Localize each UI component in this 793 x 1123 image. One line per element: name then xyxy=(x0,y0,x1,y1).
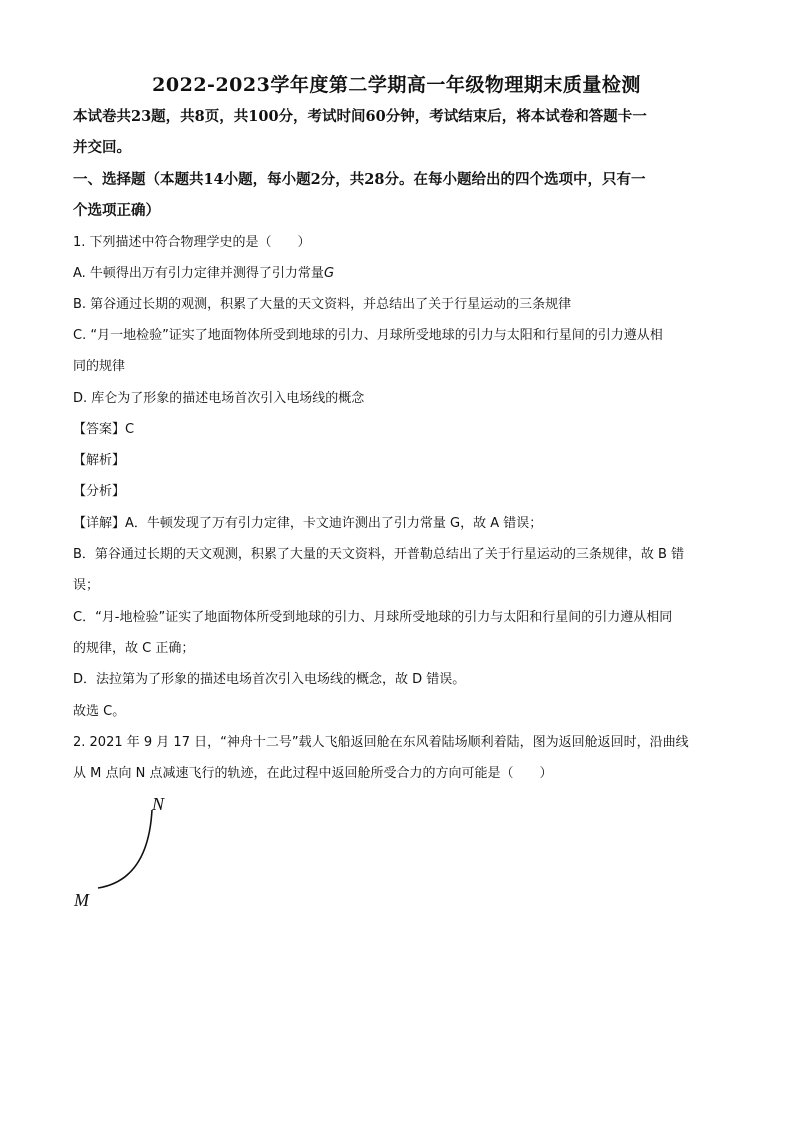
intro-line-2: 并交回。 xyxy=(73,139,131,156)
conclusion: 故选 C。 xyxy=(73,704,126,719)
detail-b-line-1: B．第谷通过长期的天文观测，积累了大量的天文资料，开普勒总结出了关于行星运动的三条规律，故 B 错 xyxy=(73,547,685,562)
detail-c-line-2: 的规律，故 C 正确； xyxy=(73,641,195,656)
section-heading-line-2: 个选项正确） xyxy=(73,202,160,219)
question-1-stem: 1. 下列描述中符合物理学史的是（ ） xyxy=(73,235,311,250)
question-2-stem-line-1: 2. 2021 年 9 月 17 日，“神舟十二号”载人飞船返回舱在东风着陆场顺利着陆，图为返回舱返回时，沿曲线 xyxy=(73,735,689,750)
intro-line-1: 本试卷共23题，共8页，共100分，考试时间60分钟，考试结束后，将本试卷和答题卡一 xyxy=(73,108,647,125)
fenxi-label: 【分析】 xyxy=(73,484,126,499)
section-heading-line-1: 一、选择题（本题共14小题，每小题2分，共28分。在每小题给出的四个选项中，只有一 xyxy=(73,171,646,188)
page-title: 2022-2023学年度第二学期高一年级物理期末质量检测 xyxy=(152,74,641,96)
point-m-label: M xyxy=(74,890,89,910)
trajectory-curve xyxy=(98,810,152,888)
answer-label: 【答案】C xyxy=(73,422,135,437)
option-a-text: A. 牛顿得出万有引力定律并测得了引力常量 xyxy=(73,266,324,281)
analysis-label: 【解析】 xyxy=(73,453,126,468)
question-1-option-b: B. 第谷通过长期的观测，积累了大量的天文资料，并总结出了关于行星运动的三条规律 xyxy=(73,297,572,312)
question-1-option-a xyxy=(73,264,723,284)
question-1-option-c-line-2: 同的规律 xyxy=(73,359,126,374)
question-2-stem-line-2: 从 M 点向 N 点减速飞行的轨迹，在此过程中返回舱所受合力的方向可能是（ ） xyxy=(73,766,553,781)
detail-a: 【详解】A．牛顿发现了万有引力定律，卡文迪许测出了引力常量 G，故 A 错误； xyxy=(73,516,543,531)
question-1-option-c-line-1: C. “月一地检验”证实了地面物体所受到地球的引力、月球所受地球的引力与太阳和行星间的引力遵从相 xyxy=(73,328,663,343)
trajectory-diagram xyxy=(60,788,200,918)
detail-d: D．法拉第为了形象的描述电场首次引入电场线的概念，故 D 错误。 xyxy=(73,672,466,687)
question-1-option-d: D. 库仑为了形象的描述电场首次引入电场线的概念 xyxy=(73,391,365,406)
detail-c-line-1: C．“月-地检验”证实了地面物体所受到地球的引力、月球所受地球的引力与太阳和行星间的引力遵从相同 xyxy=(73,610,673,625)
point-n-label: N xyxy=(152,794,165,814)
detail-b-line-2: 误； xyxy=(73,578,100,593)
gravitational-constant-symbol: G xyxy=(323,266,335,281)
